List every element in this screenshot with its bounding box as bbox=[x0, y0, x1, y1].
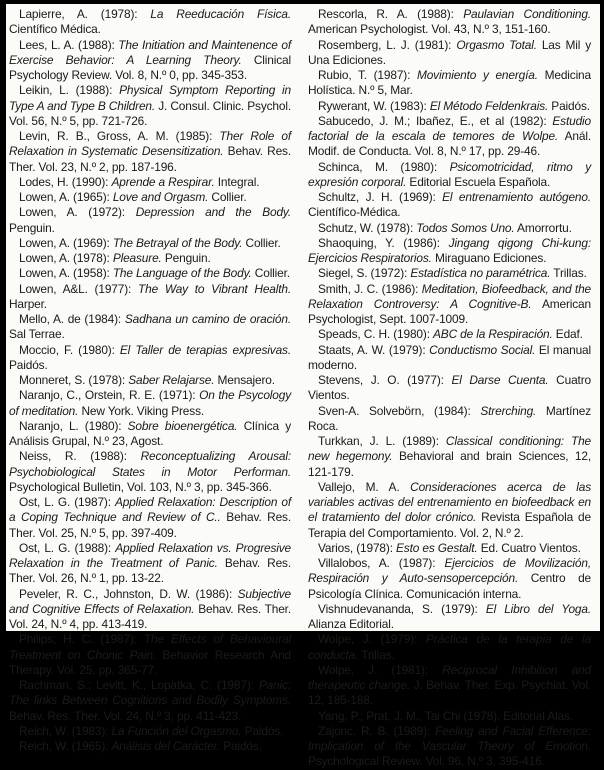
reference-title: Feeling and Facial Efference: Implication of the Vascular Theory of Emotion. bbox=[308, 723, 591, 753]
reference-entry bbox=[308, 724, 591, 770]
reference-entry bbox=[308, 221, 591, 236]
reference-entry bbox=[9, 632, 291, 678]
reference-author: Wolpe, J. (1979): bbox=[318, 632, 426, 647]
reference-author: Rosemberg, L. J. (1981): bbox=[318, 37, 457, 52]
reference-title: Estadística no paramétrica. bbox=[410, 266, 551, 281]
reference-title: El Darse Cuenta. bbox=[451, 373, 549, 387]
reference-author: Schutz, W. (1978): bbox=[318, 220, 417, 235]
reference-title: La Función del Orgasmo. bbox=[111, 723, 242, 738]
reference-title: The Initiation and Maintenence of Exercise Behavior: A Learning Theory. bbox=[9, 37, 291, 67]
reference-entry bbox=[308, 541, 591, 556]
reference-title: Práctica de la terapia de la conducta. bbox=[308, 632, 591, 662]
reference-publisher: Editorial Escuela Española. bbox=[406, 174, 551, 189]
reference-author: Shaoquing, Y. (1986): bbox=[318, 235, 449, 250]
reference-publisher: Behavioral and brain Sciences, 12, 121-179. bbox=[308, 449, 591, 479]
reference-author: Neiss, R. (1988): bbox=[19, 449, 141, 464]
reference-author: Vishnudevananda, S. (1979): bbox=[318, 601, 486, 616]
reference-entry bbox=[308, 556, 591, 602]
reference-author: Philips, H. C. (1987): bbox=[19, 632, 144, 647]
reference-publisher: Psychological Review. Vol. 96, N.º 3, 395-416. bbox=[308, 754, 545, 769]
reference-title: Movimiento y energía. bbox=[416, 68, 538, 82]
reference-publisher: Anál. Modif. de Conducta. Vol. 8, N.º 17, pp. 29-46. bbox=[308, 129, 591, 159]
reference-entry bbox=[9, 541, 291, 587]
reference-title: Meditation, Biofeedback, and the Relaxation Controversy: A Cognitive-B. bbox=[308, 281, 591, 311]
bibliography-column-left bbox=[9, 7, 291, 754]
reference-entry bbox=[308, 709, 591, 724]
reference-author: Lees, L. A. (1988): bbox=[19, 37, 119, 52]
reference-entry bbox=[308, 327, 591, 342]
reference-author: Reich, W. (1965): bbox=[19, 739, 112, 753]
reference-author: Reich, W. (1983): bbox=[19, 723, 112, 738]
reference-author: Vallejo, M. A. bbox=[318, 479, 411, 494]
reference-author: Rywerant, W. (1983): bbox=[318, 98, 430, 113]
reference-entry bbox=[308, 7, 591, 38]
reference-author: Sven-A. Solvebörn, (1984): bbox=[318, 403, 481, 418]
reference-publisher: Clínica y Análisis Grupal, N.º 23, Agost. bbox=[9, 418, 292, 448]
reference-author: Naranjo, L. (1980): bbox=[19, 418, 128, 433]
reference-entry bbox=[9, 495, 291, 541]
reference-author: Lowen, A. (1965): bbox=[19, 190, 113, 204]
reference-entry bbox=[9, 282, 291, 313]
reference-title: Aprende a Respirar. bbox=[111, 174, 215, 189]
reference-author: Lodes, H. (1990): bbox=[19, 174, 112, 189]
reference-title: On the Psycology of meditation. bbox=[9, 388, 291, 418]
reference-publisher: Harper. bbox=[9, 296, 47, 311]
reference-entry bbox=[9, 266, 291, 281]
reference-title: Conductismo Social. bbox=[429, 342, 536, 357]
reference-title: Psicomotricidad, ritmo y expresión corporal. bbox=[308, 159, 591, 189]
reference-publisher: Collier. bbox=[251, 266, 290, 281]
reference-publisher: Paidós. bbox=[241, 723, 284, 738]
reference-author: Zajonc, R. B. (1989): bbox=[318, 723, 436, 738]
reference-publisher: New York. Viking Press. bbox=[78, 403, 205, 418]
reference-title: La Reeducación Física. bbox=[150, 7, 291, 21]
bibliography-column-right bbox=[308, 7, 591, 770]
reference-entry bbox=[308, 160, 591, 191]
reference-entry bbox=[9, 7, 291, 38]
reference-author: Stevens, J. O. (1977): bbox=[318, 373, 452, 387]
reference-publisher: El manual moderno. bbox=[308, 342, 591, 372]
reference-entry bbox=[308, 632, 591, 663]
reference-publisher: Cuatro Vientos. bbox=[308, 373, 591, 403]
reference-entry bbox=[308, 68, 591, 99]
reference-publisher: Behav. Res. Ther. Vol. 26, N.º 1, pp. 13-22. bbox=[9, 556, 291, 586]
reference-publisher: Revista Española de Terapia del Comportamiento. Vol. 2, N.º 2. bbox=[308, 510, 591, 540]
reference-entry bbox=[308, 236, 591, 267]
reference-entry bbox=[308, 404, 591, 435]
reference-author: Lowen, A. (1969): bbox=[19, 235, 113, 250]
reference-entry bbox=[308, 434, 591, 480]
reference-author: Rachman, S.; Levitt, K., Lopatka, C. (1987): bbox=[19, 678, 259, 692]
reference-author: Leikin, L. (1988): bbox=[19, 83, 120, 98]
reference-author: Villalobos, A. (1987): bbox=[318, 556, 445, 570]
reference-title: Sadhana un camino de oración. bbox=[124, 312, 292, 326]
reference-entry bbox=[308, 373, 591, 404]
reference-entry bbox=[9, 419, 291, 450]
reference-title: The Language of the Body. bbox=[112, 266, 252, 281]
reference-publisher: Paidós. bbox=[220, 739, 262, 753]
reference-author: Smith, J. C. (1986): bbox=[318, 281, 422, 296]
reference-title: Classical conditioning: The new hegemony. bbox=[308, 434, 592, 464]
reference-title: Ejercicios de Movilización, Respiración y Auto-sensopercepción. bbox=[308, 556, 591, 586]
reference-publisher: Paidós. bbox=[9, 357, 48, 372]
reference-author: Yang, P.; Prat, J. M., Tai Chi (1978). Editorial Alas. bbox=[318, 708, 573, 723]
reference-publisher: Las Mil y Una Ediciones. bbox=[308, 37, 592, 67]
reference-publisher: Behav. Res. Ther. Vol. 24, N.º 4, pp. 413-419. bbox=[9, 601, 291, 631]
reference-title: Paulavian Conditioning. bbox=[463, 7, 591, 21]
reference-entry bbox=[9, 587, 291, 633]
reference-title: Pleasure. bbox=[112, 251, 162, 265]
reference-entry bbox=[9, 724, 291, 739]
reference-title: Strerching. bbox=[480, 403, 537, 418]
reference-entry bbox=[308, 343, 591, 374]
reference-publisher: Científico-Médica. bbox=[308, 205, 401, 220]
reference-entry bbox=[308, 480, 591, 541]
reference-title: Saber Relajarse. bbox=[128, 373, 215, 387]
reference-publisher: Centro de Psicología Clínica. Comunicación interna. bbox=[308, 571, 591, 601]
reference-publisher: Psychological Bulletin, Vol. 103, N.º 3, pp. 345-366. bbox=[9, 479, 272, 494]
bibliography-page bbox=[6, 4, 600, 769]
reference-title: El Libro del Yoga. bbox=[485, 601, 591, 616]
reference-author: Levin, R. B., Gross, A. M. (1985): bbox=[19, 129, 220, 143]
reference-publisher: Sal Terrae. bbox=[9, 327, 65, 342]
reference-publisher: Científico Médica. bbox=[9, 22, 101, 37]
reference-entry bbox=[308, 114, 591, 160]
reference-entry bbox=[9, 388, 291, 419]
reference-author: Rubio, T. (1987): bbox=[318, 68, 417, 82]
reference-author: Siegel, S. (1972): bbox=[318, 266, 411, 281]
reference-title: Depression and the Body. bbox=[135, 205, 291, 220]
reference-publisher: Clinical Psychology Review. Vol. 8, N.º 0, pp. 345-353. bbox=[9, 52, 291, 82]
reference-publisher: Ed. Cuatro Vientos. bbox=[477, 540, 581, 555]
reference-author: Ost, L. G. (1987): bbox=[19, 495, 115, 509]
reference-publisher: Trillas. bbox=[358, 647, 395, 662]
reference-author: Lowen, A. (1972): bbox=[19, 205, 136, 220]
reference-title: The Betrayal of the Body. bbox=[112, 235, 243, 250]
reference-title: El Método Feldenkrais. bbox=[429, 98, 549, 113]
reference-title: Applied Relaxation: Description of a Coping Technique and Review of C.. bbox=[9, 495, 292, 525]
reference-entry bbox=[308, 190, 591, 221]
reference-entry bbox=[9, 38, 291, 84]
reference-publisher: Edaf. bbox=[552, 327, 583, 342]
reference-author: Peveler, R. C., Johnston, D. W. (1986): bbox=[19, 586, 238, 601]
reference-entry bbox=[9, 83, 291, 129]
reference-entry bbox=[9, 343, 291, 374]
reference-title: The Effects of Behavioural Treatment on Chonic Pain. bbox=[9, 632, 291, 662]
reference-title: Análisis del Carácter. bbox=[111, 739, 221, 753]
reference-entry bbox=[308, 663, 591, 709]
reference-title: Panic: The links Between Cognitions and Bodily Symptoms. bbox=[9, 678, 291, 708]
reference-entry bbox=[9, 449, 291, 495]
reference-author: Rescorla, R. A. (1988): bbox=[318, 7, 464, 21]
reference-title: ABC de la Respiración. bbox=[433, 327, 553, 342]
reference-title: Esto es Gestalt. bbox=[396, 540, 478, 555]
reference-author: Naranjo, C., Orstein, R. E. (1971): bbox=[19, 388, 200, 403]
reference-author: Staats, A. W. (1979): bbox=[318, 342, 430, 357]
reference-author: Lowen, A. (1978): bbox=[19, 251, 113, 265]
reference-publisher: Penguin. bbox=[9, 220, 55, 235]
reference-publisher: J. Consul. Clinic. Psychol. Vol. 56, N.º 5, pp. 721-726. bbox=[9, 98, 291, 128]
reference-publisher: Amorrortu. bbox=[514, 220, 572, 235]
reference-publisher: Behav. Res. Ther. Vol. 25, N.º 5, pp. 397-409. bbox=[9, 510, 291, 540]
reference-title: The Way to Vibrant Health. bbox=[138, 281, 292, 296]
reference-author: Ost, L. G. (1988): bbox=[19, 540, 116, 555]
reference-title: Love and Orgasm. bbox=[112, 190, 209, 204]
reference-author: Schinca, M. (1980): bbox=[318, 159, 450, 174]
reference-title: Estudio factorial de la escala de temores de Wolpe. bbox=[308, 113, 591, 143]
reference-publisher: Penguin. bbox=[161, 251, 211, 265]
reference-title: Physical Symptom Reporting in Type A and Type B Children. bbox=[9, 83, 291, 113]
reference-entry bbox=[9, 175, 291, 190]
reference-author: Monneret, S. (1978): bbox=[19, 373, 129, 387]
reference-publisher: American Psychologist, Sept. 1007-1009. bbox=[308, 296, 591, 326]
reference-publisher: Alianza Editorial. bbox=[308, 617, 394, 631]
reference-publisher: Integral. bbox=[214, 174, 260, 189]
reference-title: Subjective and Cognitive Effects of Relaxation. bbox=[9, 586, 291, 616]
reference-title: Reciprocal Inhibition and therapeutic change. bbox=[308, 662, 592, 692]
reference-title: Ther Role of Relaxation in Systematic Desensitization. bbox=[9, 129, 291, 159]
reference-publisher: Martínez Roca. bbox=[308, 403, 591, 433]
reference-entry bbox=[9, 129, 291, 175]
reference-title: Applied Relaxation vs. Progresive Relaxation in the Treatment of Panic. bbox=[9, 540, 292, 570]
reference-title: Reconceptualizing Arousal: Psychobiological States in Motor Performan. bbox=[9, 449, 291, 479]
reference-publisher: Mensajero. bbox=[214, 373, 275, 387]
reference-title: Todos Somos Uno. bbox=[416, 220, 515, 235]
reference-author: Mello, A. de (1984): bbox=[19, 312, 125, 326]
reference-title: Sobre bioenergética. bbox=[127, 418, 238, 433]
reference-author: Turkkan, J. L. (1989): bbox=[318, 434, 446, 448]
reference-entry bbox=[9, 373, 291, 388]
reference-author: Schultz, J. H. (1969): bbox=[318, 190, 443, 204]
reference-author: Lowen, A&L. (1977): bbox=[19, 281, 138, 296]
reference-entry bbox=[9, 205, 291, 236]
reference-title: El entrenamiento autógeno. bbox=[442, 190, 591, 204]
reference-publisher: Behavior Research And Therapy. Vol. 25, pp. 365-77. bbox=[9, 647, 291, 677]
reference-publisher: Medicina Holística. N.º 5, Mar. bbox=[308, 68, 591, 98]
reference-author: Varios, (1978): bbox=[318, 540, 397, 555]
reference-author: Lapierre, A. (1978): bbox=[19, 7, 151, 21]
reference-author: Wolpe, J. (1981): bbox=[318, 662, 443, 677]
reference-entry bbox=[9, 312, 291, 343]
reference-title: Jingang qigong Chi-kung: Ejercicios Respiratorios. bbox=[308, 235, 591, 265]
reference-publisher: Collier. bbox=[242, 235, 281, 250]
reference-entry bbox=[308, 282, 591, 328]
reference-title: El Taller de terapias expresivas. bbox=[119, 342, 291, 357]
reference-author: Sabucedo, J. M.; Ibañez, E., et al (1982): bbox=[318, 113, 553, 128]
reference-author: Speads, C. H. (1980): bbox=[318, 327, 434, 342]
reference-entry bbox=[9, 678, 291, 724]
reference-entry bbox=[9, 251, 291, 266]
reference-author: Lowen, A. (1958): bbox=[19, 266, 113, 281]
reference-entry bbox=[9, 739, 291, 754]
reference-publisher: J. Behav. Ther. Exp. Psychiat. Vol. 12, 185-188. bbox=[308, 678, 591, 708]
reference-author: Moccio, F. (1980): bbox=[19, 342, 120, 357]
reference-publisher: Trillas. bbox=[550, 266, 587, 281]
reference-entry bbox=[308, 266, 591, 281]
reference-title: Orgasmo Total. bbox=[456, 37, 537, 52]
reference-publisher: Collier. bbox=[208, 190, 247, 204]
reference-publisher: Behav. Res. Ther. Vol. 24, N.º 3, pp. 411-423. bbox=[9, 708, 242, 723]
reference-entry bbox=[308, 99, 591, 114]
reference-publisher: American Psychologist. Vol. 43, N.º 3, 151-160. bbox=[308, 22, 551, 37]
reference-publisher: Paidós. bbox=[548, 98, 590, 113]
reference-title: Consideraciones acerca de las variables activas del entrenamiento en biofeedback en el tratamiento del dolor crónico. bbox=[308, 479, 591, 525]
reference-entry bbox=[308, 602, 591, 633]
reference-publisher: Miraguano Ediciones. bbox=[431, 251, 547, 265]
reference-publisher: Behav. Res. Ther. Vol. 23, N.º 2, pp. 187-196. bbox=[9, 144, 291, 174]
reference-entry bbox=[9, 236, 291, 251]
reference-entry bbox=[9, 190, 291, 205]
reference-entry bbox=[308, 38, 591, 69]
